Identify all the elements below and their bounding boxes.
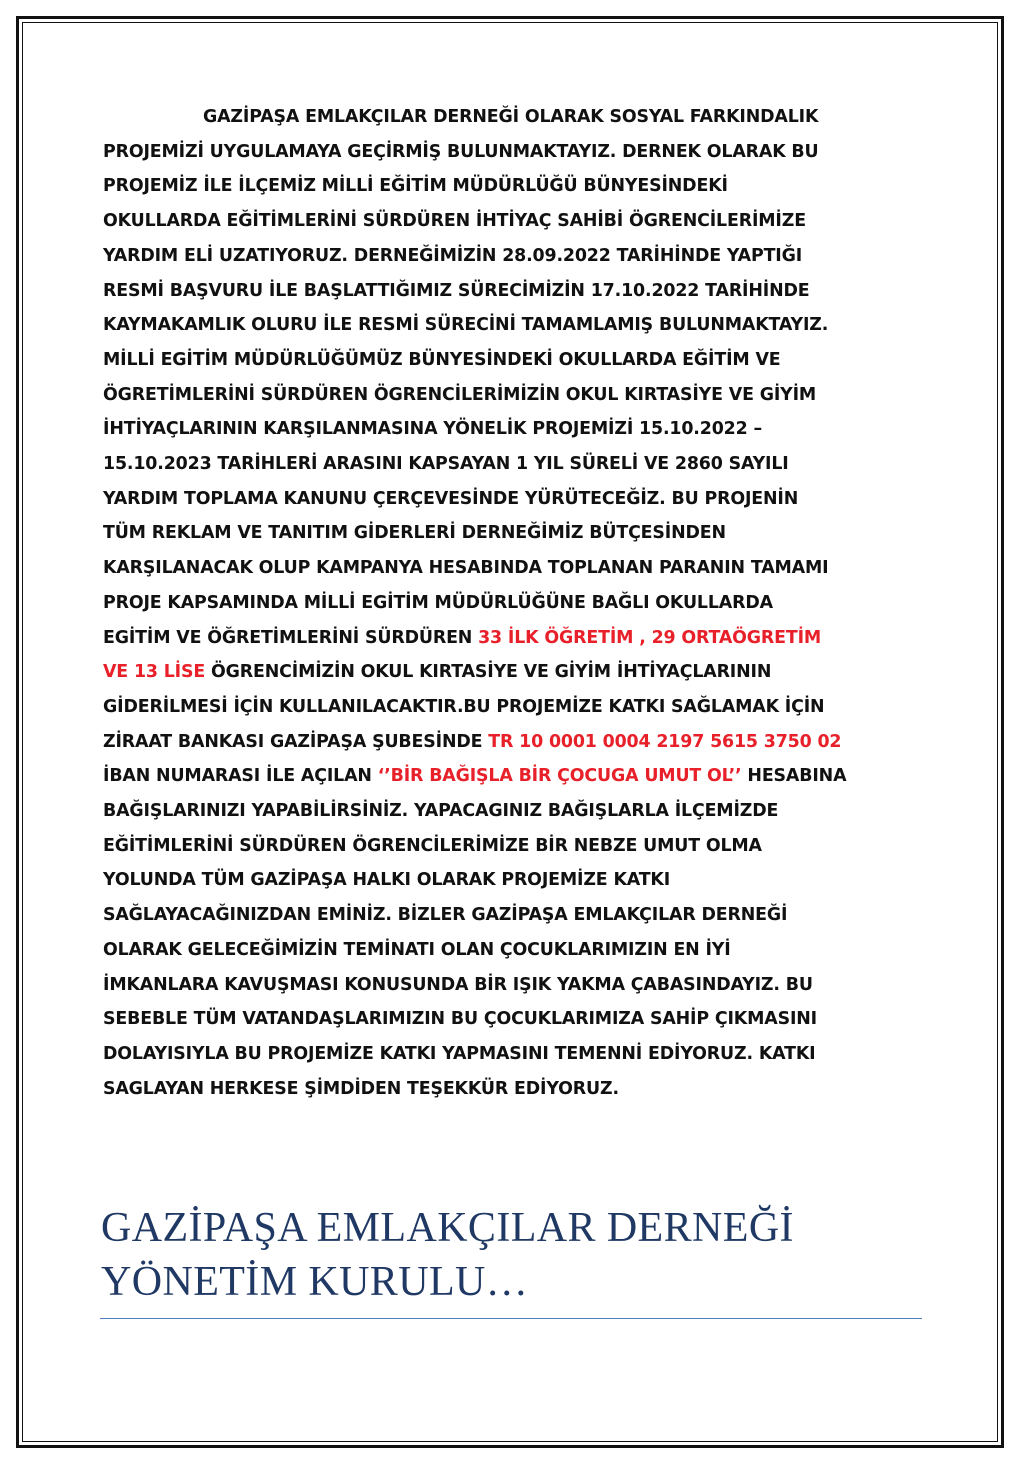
body-text-segment: MİLLİ EGİTİM MÜDÜRLÜĞÜMÜZ BÜNYESİNDEKİ OKULLARDA EĞİTİM VE [103,349,781,370]
signature-line-board: YÖNETİM KURULU… [101,1259,529,1305]
body-text-segment: ÖGRETİMLERİNİ SÜRDÜREN ÖGRENCİLERİMİZİN OKUL KIRTASİYE VE GİYİM [103,384,817,405]
highlighted-text: VE 13 LİSE [103,662,206,683]
body-line [103,794,933,829]
body-text-segment: GAZİPAŞA EMLAKÇILAR DERNEĞİ OLARAK SOSYAL FARKINDALIK [203,107,819,127]
body-text-segment: DOLAYISIYLA BU PROJEMİZE KATKI YAPMASINI TEMENNİ EDİYORUZ. KATKI [103,1043,816,1064]
body-line [103,204,933,239]
body-line [103,621,933,656]
body-line [103,169,933,204]
body-text-segment: İHTİYAÇLARININ KARŞILANMASINA YÖNELİK PROJEMİZİ 15.10.2022 – [103,419,763,440]
body-line [103,239,933,274]
body-line [103,690,933,725]
body-line [103,447,933,482]
body-text-segment: YARDIM TOPLAMA KANUNU ÇERÇEVESİNDE YÜRÜTECEĞİZ. BU PROJENİN [103,488,799,509]
body-line [103,829,933,864]
signature-underline [100,1318,922,1319]
signature-block [101,1201,794,1309]
body-line [103,516,933,551]
body-text-segment: GİDERİLMESİ İÇİN KULLANILACAKTIR.BU PROJEMİZE KATKI SAĞLAMAK İÇİN [103,696,825,717]
body-line [103,100,933,135]
body-line [103,725,933,760]
body-text-segment: BAĞIŞLARINIZI YAPABİLİRSİNİZ. YAPACAGINIZ BAĞIŞLARLA İLÇEMİZDE [103,801,779,822]
body-text-segment: OLARAK GELECEĞİMİZİN TEMİNATI OLAN ÇOCUKLARIMIZIN EN İYİ [103,939,731,960]
body-text-segment: TÜM REKLAM VE TANITIM GİDERLERİ DERNEĞİMİZ BÜTÇESİNDEN [103,523,726,544]
body-line [103,863,933,898]
body-text-segment: PROJEMİZİ UYGULAMAYA GEÇİRMİŞ BULUNMAKTAYIZ. DERNEK OLARAK BU [103,141,819,162]
body-text-segment: PROJEMİZ İLE İLÇEMİZ MİLLİ EĞİTİM MÜDÜRLÜĞÜ BÜNYESİNDEKİ [103,176,728,197]
body-text-segment: HESABINA [741,766,847,787]
body-text-segment: YARDIM ELİ UZATIYORUZ. DERNEĞİMİZİN 28.09.2022 TARİHİNDE YAPTIĞI [103,245,803,266]
announcement-body [103,100,933,1106]
body-line [103,378,933,413]
highlighted-text: ‘’BİR BAĞIŞLA BİR ÇOCUGA UMUT OL’’ [377,766,742,787]
body-line [103,586,933,621]
body-line [103,898,933,933]
body-line [103,274,933,309]
body-text-segment: SAGLAYAN HERKESE ŞİMDİDEN TEŞEKKÜR EDİYORUZ. [103,1078,619,1099]
highlighted-text: 33 İLK ÖĞRETİM , 29 ORTAÖGRETİM [478,627,822,648]
body-text-segment: PROJE KAPSAMINDA MİLLİ EGİTİM MÜDÜRLÜĞÜNE BAĞLI OKULLARDA [103,592,773,613]
body-text-segment: SAĞLAYACAĞINIZDAN EMİNİZ. BİZLER GAZİPAŞA EMLAKÇILAR DERNEĞİ [103,905,788,926]
body-line [103,135,933,170]
body-text-segment: YOLUNDA TÜM GAZİPAŞA HALKI OLARAK PROJEMİZE KATKI [103,870,671,891]
body-line [103,759,933,794]
body-line [103,551,933,586]
body-line [103,482,933,517]
body-text-segment: EGİTİM VE ÖĞRETİMLERİNİ SÜRDÜREN [103,627,479,648]
body-text-segment: İBAN NUMARASI İLE AÇILAN [103,766,378,787]
body-text-segment: EĞİTİMLERİNİ SÜRDÜREN ÖGRENCİLERİMİZE BİR NEBZE UMUT OLMA [103,835,762,856]
body-text-segment: İMKANLARA KAVUŞMASI KONUSUNDA BİR IŞIK YAKMA ÇABASINDAYIZ. BU [103,974,813,995]
body-text-segment: 15.10.2023 TARİHLERİ ARASINI KAPSAYAN 1 YIL SÜRELİ VE 2860 SAYILI [103,454,789,475]
body-line [103,343,933,378]
signature-line-association: GAZİPAŞA EMLAKÇILAR DERNEĞİ [101,1205,794,1251]
body-text-segment: ZİRAAT BANKASI GAZİPAŞA ŞUBESİNDE [103,731,489,752]
body-line [103,1037,933,1072]
body-line [103,968,933,1003]
body-text-segment: KARŞILANACAK OLUP KAMPANYA HESABINDA TOPLANAN PARANIN TAMAMI [103,558,829,579]
highlighted-text: TR 10 0001 0004 2197 5615 3750 02 [488,731,842,752]
body-line [103,412,933,447]
body-line [103,308,933,343]
body-line [103,1072,933,1107]
body-text-segment: ÖGRENCİMİZİN OKUL KIRTASİYE VE GİYİM İHTİYAÇLARININ [205,662,772,683]
body-line [103,1002,933,1037]
body-text-segment: OKULLARDA EĞİTİMLERİNİ SÜRDÜREN İHTİYAÇ SAHİBİ ÖGRENCİLERİMİZE [103,211,806,232]
body-line [103,655,933,690]
body-line [103,933,933,968]
body-text-segment: KAYMAKAMLIK OLURU İLE RESMİ SÜRECİNİ TAMAMLAMIŞ BULUNMAKTAYIZ. [103,315,829,336]
body-text-segment: RESMİ BAŞVURU İLE BAŞLATTIĞIMIZ SÜRECİMİZİN 17.10.2022 TARİHİNDE [103,280,810,301]
body-text-segment: SEBEBLE TÜM VATANDAŞLARIMIZIN BU ÇOCUKLARIMIZA SAHİP ÇIKMASINI [103,1009,817,1030]
